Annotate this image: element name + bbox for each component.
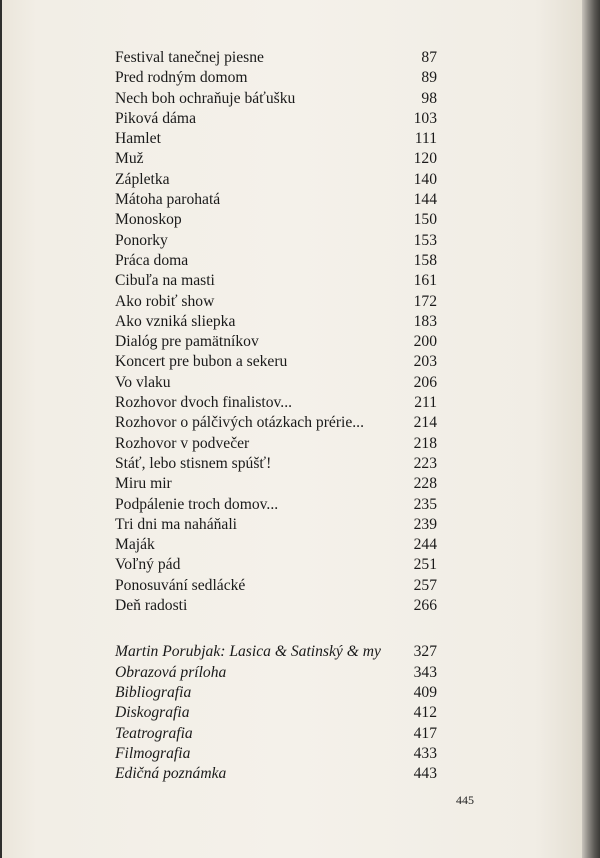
toc-entry-page: 98 [421, 89, 437, 107]
toc-entry-title: Tri dni ma naháňali [115, 515, 237, 533]
toc-entry-page: 412 [413, 704, 437, 722]
toc-entry-page: 153 [413, 231, 437, 249]
toc-main-list [115, 48, 445, 616]
toc-entry [115, 68, 445, 88]
toc-entry-title: Mátoha parohatá [115, 191, 221, 209]
toc-entry-page: 103 [413, 109, 437, 127]
toc-entry [115, 724, 445, 744]
toc-entry-page: 120 [413, 150, 437, 168]
toc-entry-title: Voľný pád [115, 556, 181, 574]
toc-entry-page: 206 [413, 373, 437, 391]
toc-entry-page: 150 [413, 211, 437, 229]
toc-entry-page: 327 [413, 643, 437, 661]
toc-entry-page: 343 [413, 663, 437, 681]
toc-entry-page: 111 [414, 130, 437, 148]
toc-entry-page: 200 [413, 333, 437, 351]
toc-entry-title: Rozhovor o pálčivých otázkach prérie... [115, 414, 364, 432]
toc-entry [115, 89, 445, 109]
toc-entry-title: Martin Porubjak: Lasica & Satinský & my [115, 643, 381, 661]
toc-entry-title: Ako vzniká sliepka [115, 312, 236, 330]
toc-entry [115, 454, 445, 474]
toc-entry-title: Edičná poznámka [115, 765, 227, 783]
toc-entry [115, 576, 445, 596]
toc-entry-page: 172 [413, 292, 437, 310]
toc-entry-title: Deň radosti [115, 597, 188, 615]
toc-entry-title: Podpálenie troch domov... [115, 495, 279, 513]
toc-entry [115, 474, 445, 494]
toc-entry [115, 596, 445, 616]
toc-entry [115, 764, 445, 784]
toc-entry-page: 218 [413, 434, 437, 452]
toc-entry-title: Filmografia [115, 744, 191, 762]
toc-entry-title: Cibuľa na masti [115, 272, 215, 290]
toc-entry-page: 203 [413, 353, 437, 371]
toc-entry-page: 144 [413, 191, 437, 209]
toc-entry-page: 228 [413, 475, 437, 493]
toc-entry-title: Rozhovor dvoch finalistov... [115, 394, 292, 412]
toc-entry [115, 744, 445, 764]
toc-entry-title: Stáť, lebo stisnem spúšť! [115, 454, 272, 472]
toc-entry [115, 683, 445, 703]
toc-appendix-list [115, 642, 445, 784]
toc-entry [115, 251, 445, 271]
table-of-contents [115, 48, 445, 784]
toc-entry-title: Piková dáma [115, 109, 196, 127]
toc-entry [115, 555, 445, 575]
toc-entry [115, 332, 445, 352]
toc-entry-page: 158 [413, 251, 437, 269]
toc-entry-title: Ako robiť show [115, 292, 215, 310]
toc-entry [115, 210, 445, 230]
toc-entry-title: Koncert pre bubon a sekeru [115, 353, 288, 371]
toc-entry-page: 223 [413, 454, 437, 472]
toc-entry [115, 352, 445, 372]
toc-entry [115, 703, 445, 723]
book-page-edge [582, 0, 600, 858]
toc-entry [115, 190, 445, 210]
page-number: 445 [456, 793, 474, 807]
toc-entry [115, 413, 445, 433]
toc-entry [115, 129, 445, 149]
toc-section-gap [115, 616, 445, 642]
toc-entry [115, 434, 445, 454]
toc-entry-title: Nech boh ochraňuje báťušku [115, 89, 296, 107]
toc-entry-page: 235 [413, 495, 437, 513]
toc-entry [115, 515, 445, 535]
toc-entry [115, 109, 445, 129]
toc-entry-title: Zápletka [115, 170, 170, 188]
toc-entry-title: Maják [115, 536, 155, 554]
toc-entry-title: Vo vlaku [115, 373, 171, 391]
toc-entry [115, 170, 445, 190]
toc-entry [115, 642, 445, 662]
toc-entry-page: 239 [413, 515, 437, 533]
toc-entry [115, 48, 445, 68]
toc-entry [115, 393, 445, 413]
toc-entry-title: Ponosuvání sedlácké [115, 576, 246, 594]
toc-entry-title: Muž [115, 150, 144, 168]
toc-entry-page: 257 [413, 576, 437, 594]
toc-entry [115, 292, 445, 312]
book-page [2, 0, 582, 858]
toc-entry-title: Festival tanečnej piesne [115, 49, 264, 66]
toc-entry-title: Pred rodným domom [115, 69, 248, 87]
toc-entry-page: 417 [413, 724, 437, 742]
toc-entry-title: Ponorky [115, 231, 168, 249]
toc-entry [115, 373, 445, 393]
toc-entry-page: 433 [413, 744, 437, 762]
toc-entry-page: 89 [421, 69, 437, 87]
toc-entry-title: Obrazová príloha [115, 663, 227, 681]
toc-entry-page: 409 [413, 683, 437, 701]
toc-entry-title: Práca doma [115, 251, 189, 269]
toc-entry-page: 211 [414, 394, 437, 412]
toc-entry-title: Rozhovor v podvečer [115, 434, 250, 452]
toc-entry-title: Teatrografia [115, 724, 193, 742]
toc-entry-title: Dialóg pre pamätníkov [115, 333, 259, 351]
toc-entry-title: Hamlet [115, 130, 161, 148]
toc-entry-page: 140 [413, 170, 437, 188]
toc-entry-page: 183 [413, 312, 437, 330]
toc-entry [115, 495, 445, 515]
toc-entry [115, 663, 445, 683]
toc-entry-page: 244 [413, 536, 437, 554]
toc-entry-page: 266 [413, 597, 437, 615]
toc-entry-title: Miru mir [115, 475, 172, 493]
toc-entry-title: Diskografia [115, 704, 190, 722]
toc-entry-page: 214 [413, 414, 437, 432]
toc-entry [115, 312, 445, 332]
toc-entry-page: 87 [421, 49, 437, 66]
toc-entry-title: Bibliografia [115, 683, 192, 701]
toc-entry-title: Monoskop [115, 211, 182, 229]
toc-entry-page: 443 [413, 765, 437, 783]
toc-entry [115, 231, 445, 251]
toc-entry-page: 161 [413, 272, 437, 290]
toc-entry-page: 251 [413, 556, 437, 574]
toc-entry [115, 271, 445, 291]
toc-entry [115, 149, 445, 169]
toc-entry [115, 535, 445, 555]
